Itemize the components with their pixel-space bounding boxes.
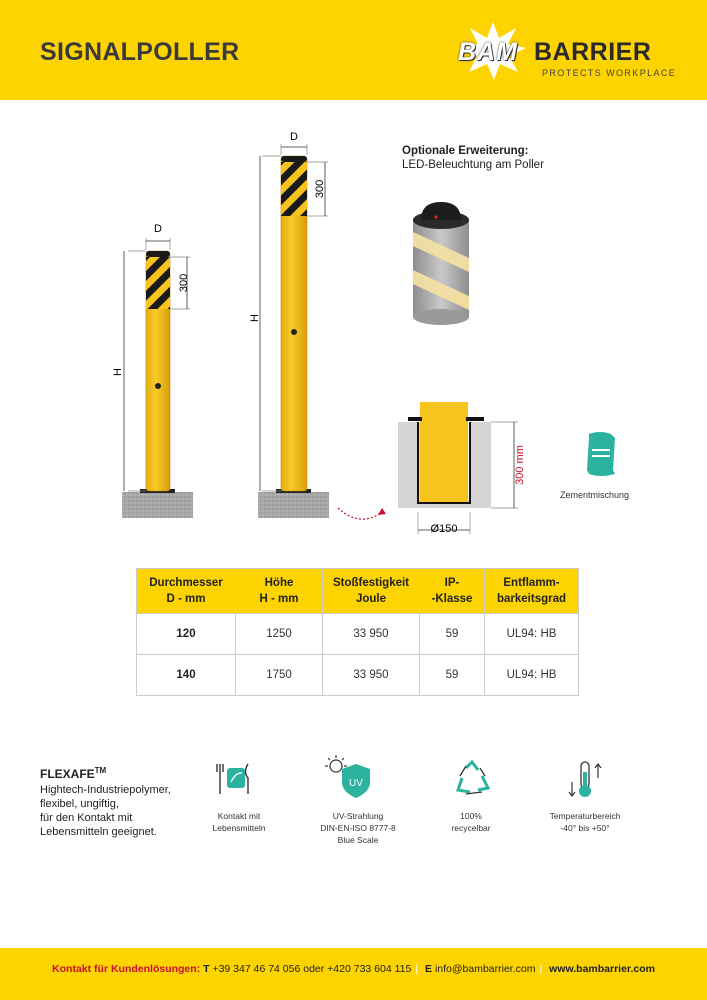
brand-logo — [458, 20, 678, 82]
large-post-dim-stripe: 300 — [314, 179, 326, 199]
footer-email-prefix: E — [425, 963, 433, 975]
feature-uv: UV-Strahlung DIN-EN-ISO 8777-8 Blue Scale — [320, 811, 396, 845]
logo-tagline: PROTECTS WORKPLACE — [542, 68, 677, 78]
table-cell: 33 950 — [323, 614, 420, 655]
footer-contact-label: Kontakt für Kundenlösungen: — [52, 963, 201, 975]
bollard-diagram — [0, 120, 707, 550]
footer-website-link[interactable]: www.bambarrier.com — [549, 963, 655, 975]
footer-phones[interactable]: +39 347 46 74 056 oder +420 733 604 115 — [212, 963, 412, 975]
table-cell: 120 — [137, 614, 236, 655]
page-title: SIGNALPOLLER — [40, 38, 240, 66]
option-title: Optionale Erweiterung: — [402, 145, 529, 157]
large-post-dim-d: D — [290, 131, 298, 143]
feature-temperature: Temperaturbereich -40° bis +50° — [549, 811, 621, 833]
spec-table — [136, 568, 579, 696]
led-bollard-top — [413, 202, 469, 325]
logo-bam: BAM — [458, 38, 518, 66]
col-header-impact: Stoßfestigkeit Joule — [323, 569, 420, 614]
table-cell: 140 — [137, 655, 236, 696]
table-row — [137, 614, 579, 655]
col-header-diameter: Durchmesser D - mm — [137, 569, 236, 614]
table-cell: 33 950 — [323, 655, 420, 696]
material-description: Hightech-Industriepolymer, flexibel, ungiftig, für den Kontakt mit Lebensmitteln geeignet. — [40, 784, 171, 838]
cement-label: Zementmischung — [560, 490, 630, 500]
feature-recycle: 100% recycelbar — [451, 811, 491, 833]
large-post-dim-h: H — [249, 314, 261, 322]
logo-barrier: BARRIER — [534, 38, 652, 66]
col-header-ip: IP- -Klasse — [420, 569, 485, 614]
table-cell: UL94: HB — [485, 614, 579, 655]
table-cell: 59 — [420, 655, 485, 696]
table-cell: 59 — [420, 614, 485, 655]
table-cell: UL94: HB — [485, 655, 579, 696]
foundation-section — [338, 402, 518, 534]
small-post-dim-d: D — [154, 223, 162, 235]
foundation-depth: 300 mm — [514, 445, 526, 485]
cement-bag-icon — [587, 432, 615, 476]
footer-email-link[interactable]: info@bambarrier.com — [434, 963, 536, 975]
large-bollard — [258, 144, 329, 518]
thermometer-icon — [566, 760, 606, 800]
option-subtitle: LED-Beleuchtung am Poller — [402, 159, 544, 171]
table-row — [137, 655, 579, 696]
table-cell: 1750 — [236, 655, 323, 696]
uv-shield-icon — [324, 754, 374, 800]
col-header-flammability: Entflamm- barkeitsgrad — [485, 569, 579, 614]
food-contact-icon — [214, 760, 254, 800]
svg-text:UV: UV — [349, 778, 363, 789]
small-post-dim-h: H — [112, 368, 124, 376]
table-header-row — [137, 569, 579, 614]
table-cell: 1250 — [236, 614, 323, 655]
material-name: FLEXAFE™ — [40, 766, 107, 781]
recycle-icon — [452, 760, 492, 798]
footer-phone-prefix: T — [203, 963, 210, 975]
col-header-height: Höhe H - mm — [236, 569, 323, 614]
small-post-dim-stripe: 300 — [178, 273, 190, 293]
foundation-diameter: Ø150 — [430, 523, 458, 535]
footer-contact: Kontakt für Kundenlösungen: T +39 347 46 74 056 oder +420 733 604 115 | E info@bambarrier.com | www.bambarrier.com — [52, 963, 655, 975]
feature-food-contact: Kontakt mit Lebensmitteln — [212, 811, 266, 833]
